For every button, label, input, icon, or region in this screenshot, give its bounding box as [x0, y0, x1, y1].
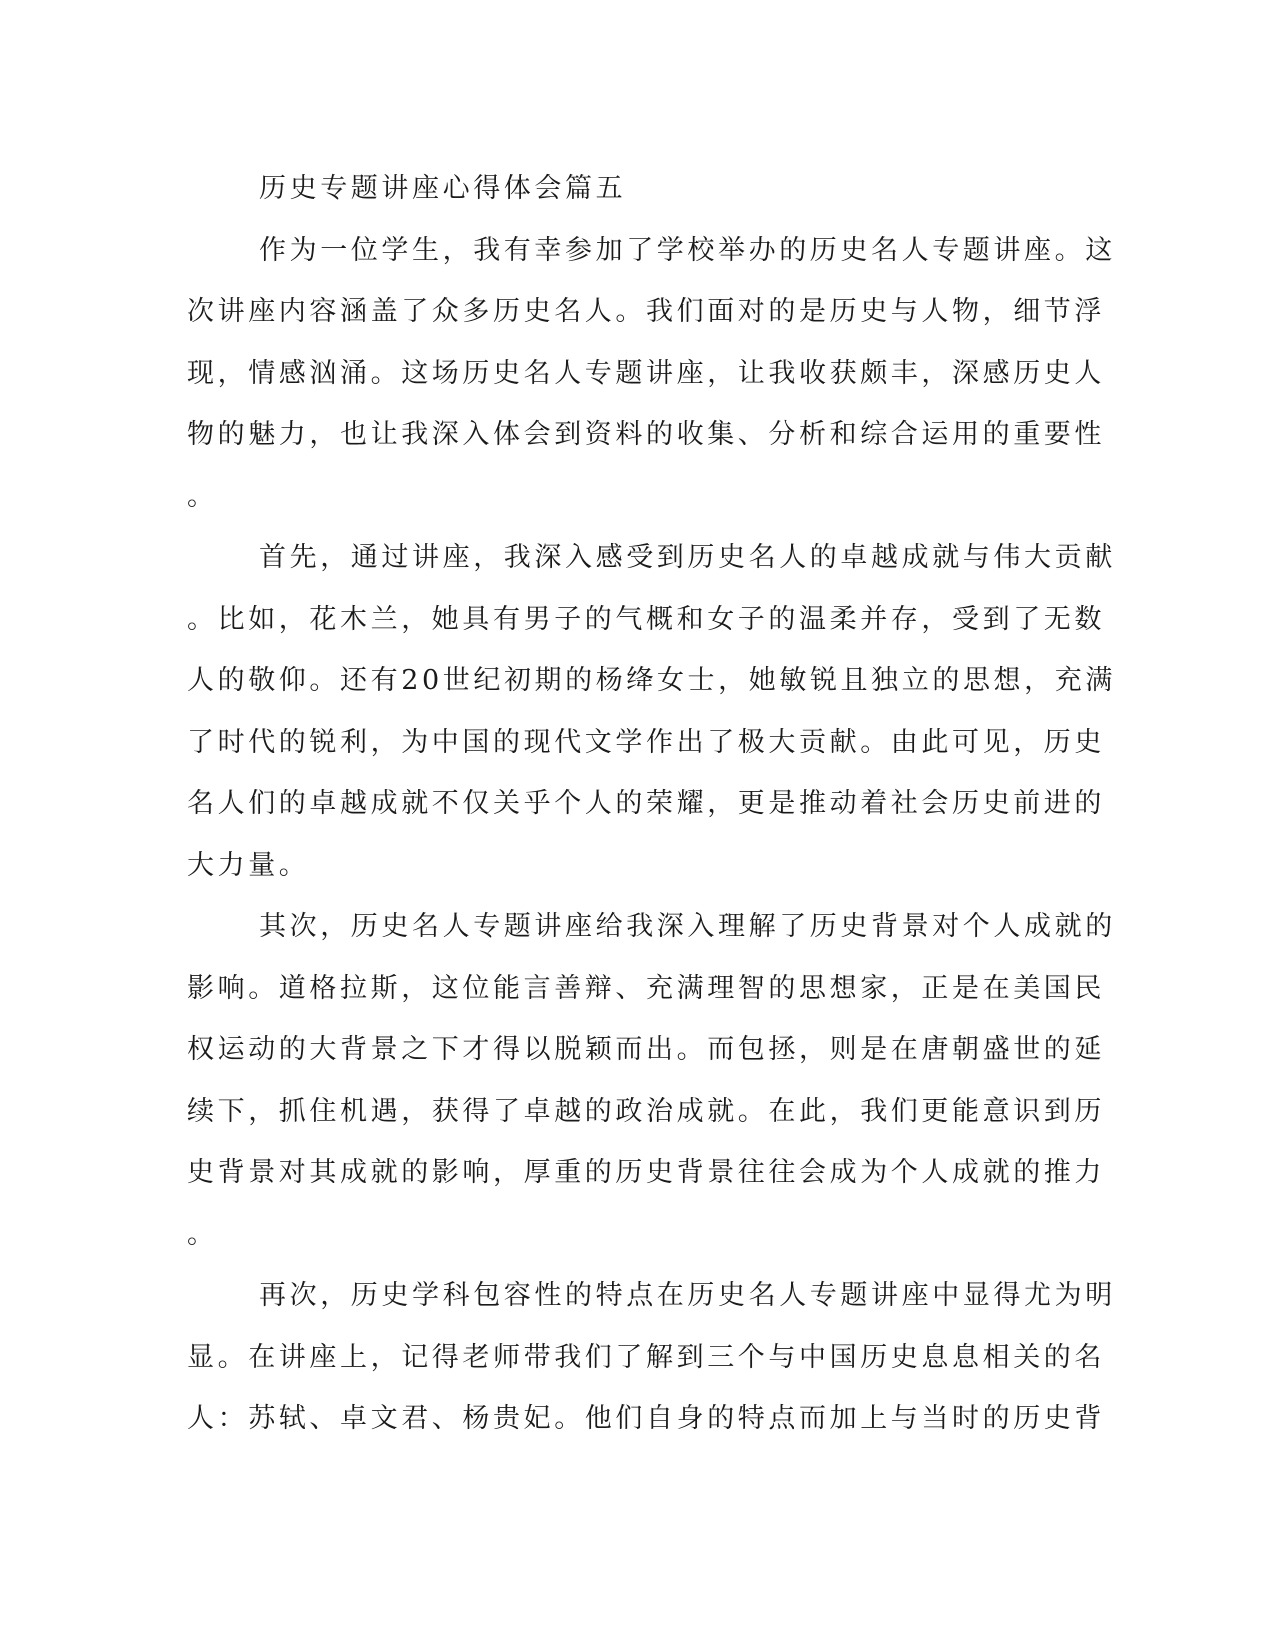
paragraph-3-line-5: 史背景对其成就的影响，厚重的历史背景往往会成为个人成就的推力	[187, 1157, 1105, 1188]
paragraph-1-line-1: 作为一位学生，我有幸参加了学校举办的历史名人专题讲座。这	[259, 234, 1116, 266]
paragraph-2-line-5: 名人们的卓越成就不仅关乎个人的荣耀，更是推动着社会历史前进的	[187, 788, 1105, 819]
paragraph-3-line-1: 其次，历史名人专题讲座给我深入理解了历史背景对个人成就的	[259, 911, 1116, 942]
paragraph-1-line-3: 现，情感汹涌。这场历史名人专题讲座，让我收获颇丰，深感历史人	[187, 357, 1105, 389]
paragraph-1-line-2: 次讲座内容涵盖了众多历史名人。我们面对的是历史与人物，细节浮	[187, 296, 1105, 327]
paragraph-3-line-3: 权运动的大背景之下才得以脱颖而出。而包拯，则是在唐朝盛世的延	[187, 1034, 1105, 1065]
paragraph-1-line-4: 物的魅力，也让我深入体会到资料的收集、分析和综合运用的重要性	[187, 419, 1105, 450]
paragraph-4-line-3: 人：苏轼、卓文君、杨贵妃。他们自身的特点而加上与当时的历史背	[187, 1403, 1105, 1434]
paragraph-2-line-2: 。比如，花木兰，她具有男子的气概和女子的温柔并存，受到了无数	[187, 603, 1105, 635]
paragraph-1-line-5: 。	[187, 480, 218, 512]
paragraph-2-line-1: 首先，通过讲座，我深入感受到历史名人的卓越成就与伟大贡献	[259, 542, 1116, 573]
paragraph-2-line-6: 大力量。	[187, 849, 310, 881]
document-body	[187, 163, 1116, 1455]
paragraph-3-line-6: 。	[187, 1218, 218, 1250]
paragraph-3-line-4: 续下，抓住机遇，获得了卓越的政治成就。在此，我们更能意识到历	[187, 1095, 1105, 1127]
paragraph-2-line-3: 人的敬仰。还有20世纪初期的杨绛女士，她敏锐且独立的思想，充满	[187, 665, 1116, 696]
paragraph-2-line-4: 了时代的锐利，为中国的现代文学作出了极大贡献。由此可见，历史	[187, 726, 1105, 758]
paragraph-4-line-1: 再次，历史学科包容性的特点在历史名人专题讲座中显得尤为明	[259, 1280, 1116, 1311]
paragraph-4-line-2: 显。在讲座上，记得老师带我们了解到三个与中国历史息息相关的名	[187, 1341, 1105, 1373]
paragraph-3-line-2: 影响。道格拉斯，这位能言善辩、充满理智的思想家，正是在美国民	[187, 972, 1105, 1004]
document-title: 历史专题讲座心得体会篇五	[259, 173, 627, 204]
